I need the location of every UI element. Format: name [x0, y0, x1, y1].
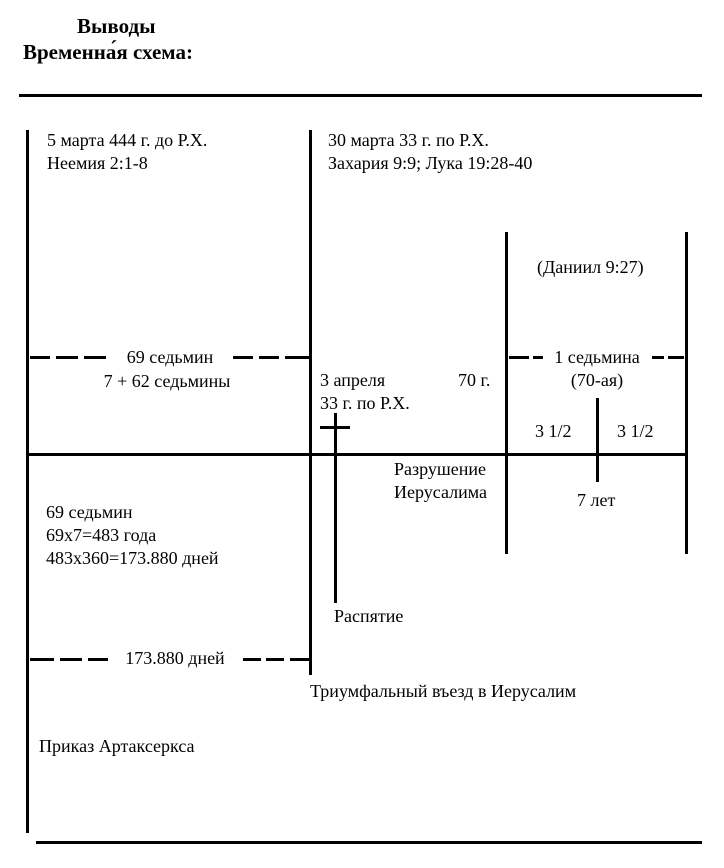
destruction-line2-label: Иерусалима: [394, 482, 487, 502]
decree-label: Приказ Артаксеркса: [39, 736, 195, 756]
sevens-sum-label: 7 + 62 седьмины: [103, 371, 231, 391]
sevens-69-label: 69 седьмин: [126, 347, 214, 367]
crucifixion-label: Распятие: [334, 606, 404, 626]
cross-bar: [320, 426, 350, 429]
half-right-label: 3 1/2: [617, 421, 654, 441]
destruction-line1-label: Разрушение: [394, 459, 486, 479]
seventieth-end-vertical-line: [685, 232, 688, 554]
days-span-dash: [266, 658, 284, 661]
half-left-label: 3 1/2: [535, 421, 572, 441]
entry-vertical-line: [309, 130, 312, 675]
crucifixion-date-line2: 33 г. по Р.Х.: [320, 393, 410, 413]
start-date-label: 5 марта 444 г. до Р.Х.: [47, 130, 208, 150]
sevens-span-dash: [30, 356, 50, 359]
calc-line3-label: 483x360=173.880 дней: [46, 548, 219, 568]
days-span-dash: [290, 658, 309, 661]
midpoint-vertical-line: [596, 398, 599, 482]
days-span-dash: [60, 658, 82, 661]
seventieth-label: (70-ая): [570, 370, 624, 390]
one-seven-span-dash: [509, 356, 529, 359]
year-70-label: 70 г.: [458, 370, 491, 390]
sevens-span-dash: [56, 356, 78, 359]
page-title-line2: Временна́я схема:: [23, 40, 193, 64]
days-span-dash: [30, 658, 54, 661]
calc-line2-label: 69x7=483 года: [46, 525, 157, 545]
one-seven-span-dash: [668, 356, 684, 359]
calc-line1-label: 69 седьмин: [46, 502, 133, 522]
crucifixion-vertical-line: [334, 413, 337, 603]
entry-reference-label: Захария 9:9; Лука 19:28-40: [328, 153, 533, 173]
start-reference-label: Неемия 2:1-8: [47, 153, 148, 173]
bottom-rule: [36, 841, 702, 844]
seven-years-label: 7 лет: [577, 490, 616, 510]
daniel-reference-label: (Даниил 9:27): [537, 257, 644, 277]
sevens-span-dash: [285, 356, 309, 359]
page-title-line1: Выводы: [77, 14, 156, 38]
timeline-axis: [28, 453, 688, 456]
decree-vertical-line: [26, 130, 29, 833]
one-seven-label: 1 седьмина: [554, 347, 640, 367]
destruction-vertical-line: [505, 232, 508, 554]
top-rule: [19, 94, 702, 97]
entry-date-label: 30 марта 33 г. по Р.Х.: [328, 130, 489, 150]
sevens-span-dash: [259, 356, 279, 359]
days-span-dash: [88, 658, 108, 661]
crucifixion-date-line1: 3 апреля: [320, 370, 386, 390]
days-total-label: 173.880 дней: [125, 648, 225, 668]
triumphal-entry-label: Триумфальный въезд в Иерусалим: [310, 681, 577, 701]
days-span-dash: [243, 658, 261, 661]
